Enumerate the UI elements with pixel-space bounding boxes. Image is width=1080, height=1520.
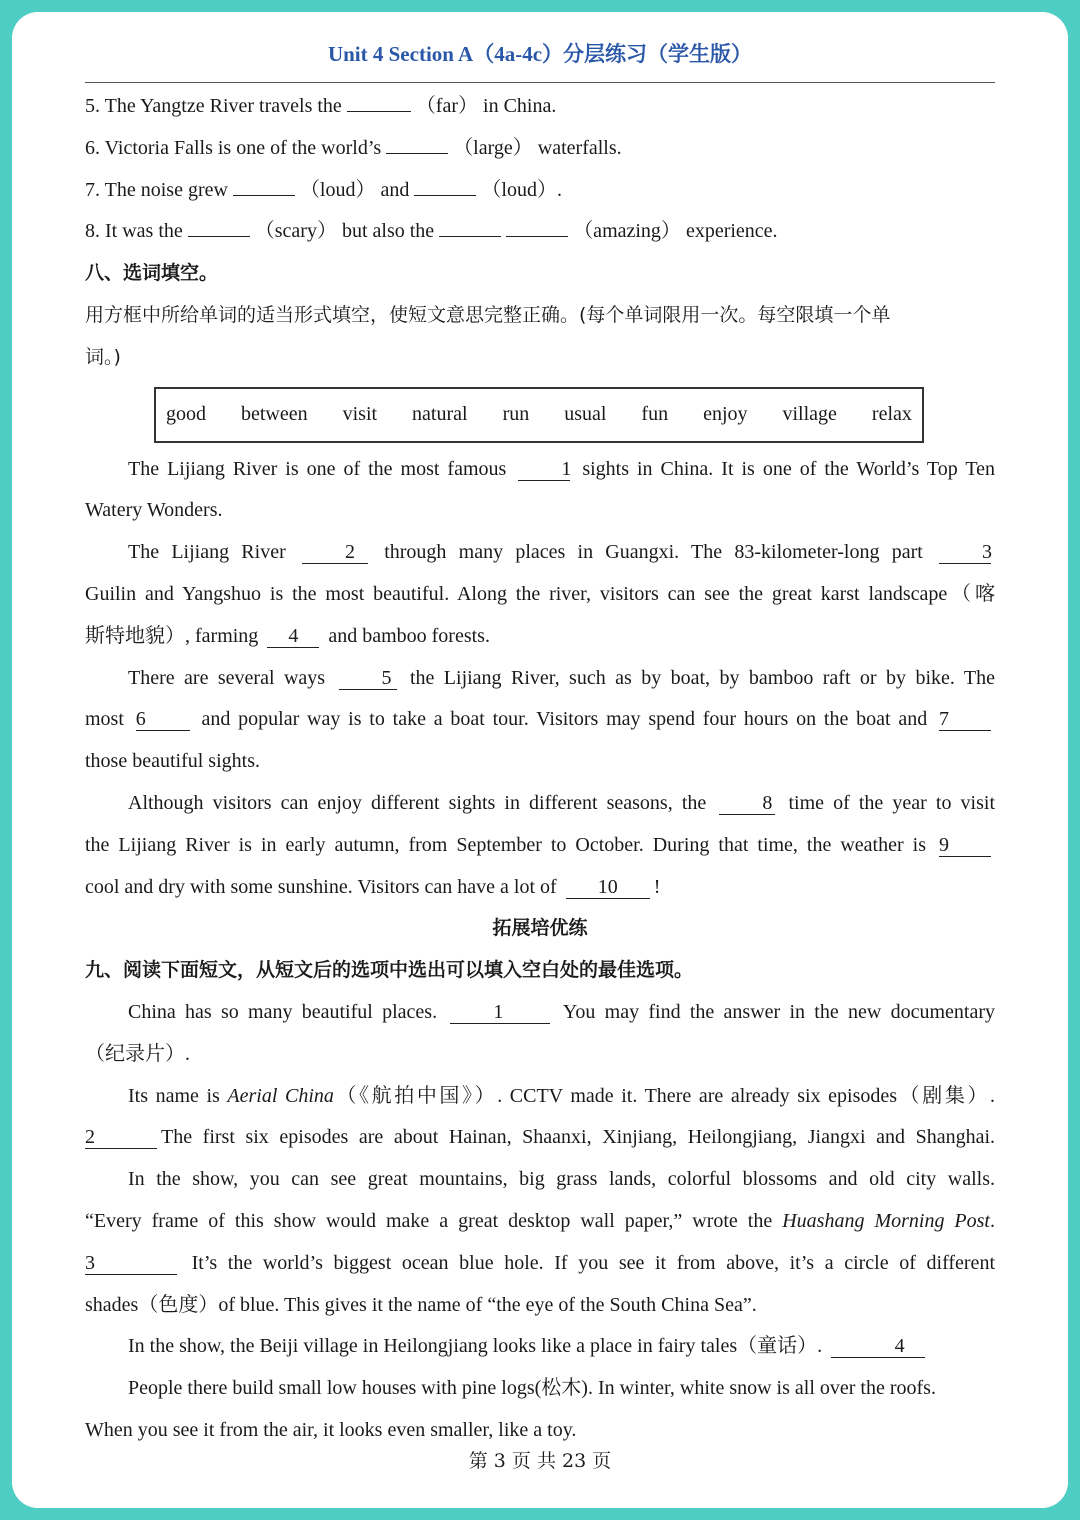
word-bank-item: visit	[342, 402, 378, 425]
numbered-blank[interactable]: 6	[136, 708, 190, 731]
exercise-item-6: 6. Victoria Falls is one of the world’s （large） waterfalls.	[85, 128, 995, 170]
answer-blank[interactable]	[347, 91, 411, 112]
numbered-blank[interactable]: 2	[85, 1126, 157, 1149]
numbered-blank[interactable]: 3	[939, 541, 991, 564]
passage-8-line: The Lijiang River 2 through many places in Guangxi. The 83-kilometer-long part 3	[128, 541, 993, 564]
numbered-blank[interactable]: 5	[339, 667, 397, 690]
numbered-blank[interactable]: 9	[939, 834, 991, 857]
numbered-blank[interactable]: 1	[518, 458, 570, 481]
numbered-blank[interactable]: 2	[302, 541, 368, 564]
numbered-blank[interactable]: 10	[566, 876, 650, 899]
section-8-instruction-cont: 词。)	[85, 345, 121, 368]
exercise-item-8: 8. It was the （scary） but also the （amazing） experience.	[85, 211, 995, 253]
passage-9-line: shades（色度）of blue. This gives it the name of “the eye of the South China Sea”.	[85, 1293, 757, 1316]
word-bank-item: fun	[641, 402, 669, 425]
passage-8-line: 斯特地貌）, farming 4 and bamboo forests.	[85, 624, 490, 647]
passage-8-line: Although visitors can enjoy different sights in different seasons, the 8 time of the year to visit	[128, 791, 996, 814]
word-bank-item: run	[502, 402, 530, 425]
worksheet-page	[12, 12, 1068, 1508]
section-8-instruction: 用方框中所给单词的适当形式填空，使短文意思完整正确。(每个单词限用一次。每空限填一个单	[85, 303, 891, 326]
passage-9-line: China has so many beautiful places. 1 You may find the answer in the new documentary	[128, 1000, 996, 1023]
answer-blank[interactable]	[414, 175, 476, 196]
page-content	[85, 86, 995, 1452]
passage-8-line: those beautiful sights.	[85, 750, 260, 773]
page-header: Unit 4 Section A（4a-4c）分层练习（学生版）	[85, 38, 995, 83]
passage-9-line: Its name is Aerial China（《航拍中国》）. CCTV made it. There are already six episodes（剧集）.	[128, 1084, 996, 1107]
exercise-item-7: 7. The noise grew （loud） and （loud）.	[85, 170, 995, 212]
passage-8-line: Guilin and Yangshuo is the most beautiful. Along the river, visitors can see the great karst landscape（喀	[85, 582, 995, 605]
numbered-blank[interactable]: 1	[450, 1001, 550, 1024]
numbered-blank[interactable]: 4	[831, 1335, 925, 1358]
passage-9-line: “Every frame of this show would make a great desktop wall paper,” wrote the Huashang Morning Post.	[85, 1209, 995, 1232]
answer-blank[interactable]	[188, 216, 250, 237]
numbered-blank[interactable]: 4	[267, 625, 319, 648]
answer-blank[interactable]	[386, 133, 448, 154]
word-bank-box	[154, 387, 924, 443]
passage-8-line: the Lijiang River is in early autumn, from September to October. During that time, the weather is 9	[85, 825, 995, 867]
word-bank-item: between	[240, 402, 308, 425]
word-bank-item: natural	[412, 402, 468, 425]
passage-8-line: The Lijiang River is one of the most famous 1 sights in China. It is one of the World’s Top Ten	[128, 457, 996, 480]
numbered-blank[interactable]: 8	[719, 792, 775, 815]
passage-8-line: most 6 and popular way is to take a boat tour. Visitors may spend four hours on the boat and 7	[85, 699, 995, 741]
numbered-blank[interactable]: 3	[85, 1252, 177, 1275]
passage-9-line: When you see it from the air, it looks even smaller, like a toy.	[85, 1418, 577, 1441]
word-bank-item: relax	[871, 402, 912, 425]
passage-9-line: （纪录片）.	[85, 1042, 190, 1065]
extension-title: 拓展培优练	[492, 917, 588, 940]
word-bank-item: village	[782, 402, 837, 425]
passage-9-line: In the show, you can see great mountains, big grass lands, colorful blossoms and old city walls.	[128, 1168, 995, 1191]
passage-8-line: There are several ways 5 the Lijiang River, such as by boat, by bamboo raft or by bike. The	[128, 666, 996, 689]
passage-8-line: cool and dry with some sunshine. Visitors can have a lot of 10 !	[85, 875, 661, 898]
passage-9-line: In the show, the Beiji village in Heilongjiang looks like a place in fairy tales（童话）. 4	[85, 1326, 995, 1368]
word-bank-item: enjoy	[703, 402, 748, 425]
answer-blank[interactable]	[439, 216, 501, 237]
answer-blank[interactable]	[506, 216, 568, 237]
answer-blank[interactable]	[233, 175, 295, 196]
word-bank-item: good	[166, 402, 206, 425]
numbered-blank[interactable]: 7	[939, 708, 991, 731]
passage-9-line: People there build small low houses with pine logs(松木). In winter, white snow is all over the roofs.	[128, 1377, 936, 1400]
exercise-item-5: 5. The Yangtze River travels the （far） in China.	[85, 86, 995, 128]
word-bank-item: usual	[564, 402, 607, 425]
section-9-title: 九、阅读下面短文，从短文后的选项中选出可以填入空白处的最佳选项。	[85, 959, 694, 982]
section-8-title: 八、选词填空。	[85, 262, 219, 285]
passage-9-line: 2 The first six episodes are about Hainan, Shaanxi, Xinjiang, Heilongjiang, Jiangxi and Shanghai.	[85, 1126, 995, 1149]
passage-9-line: 3 It’s the world’s biggest ocean blue hole. If you see it from above, it’s a circle of different	[85, 1251, 995, 1274]
page-footer: 第 3 页 共 23 页	[468, 1450, 612, 1472]
passage-8-line: Watery Wonders.	[85, 499, 223, 522]
